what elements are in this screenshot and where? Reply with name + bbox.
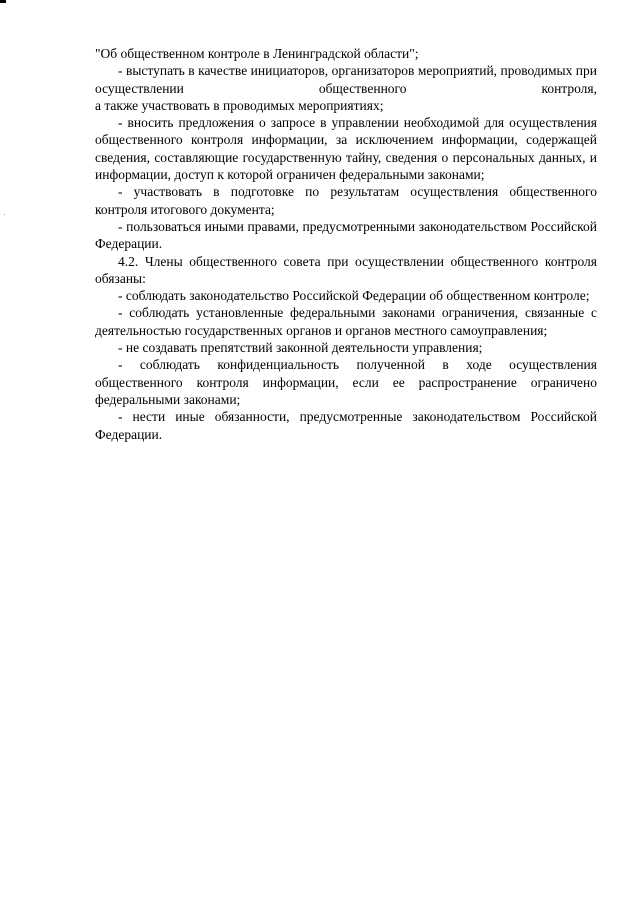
paragraph-other-rights: - пользоваться иными правами, предусмотренными законодательством Российской Федерации. <box>95 218 597 252</box>
paragraph-section-4-2: 4.2. Члены общественного совета при осуществлении общественного контроля обязаны: <box>95 253 597 286</box>
paragraph-law-title: "Об общественном контроле в Ленинградской области"; <box>95 46 419 61</box>
paragraph-information-request: - вносить предложения о запросе в управлении необходимой для осуществления общественного контроля информации, за исключением информации, содержащей сведения, составляющие государственную тайну, сведения о персональных данных, и информации, доступ к которой ограничен федеральными законами; <box>95 115 597 183</box>
paragraph-participate: а также участвовать в проводимых мероприятиях; <box>95 97 384 113</box>
paragraph-comply-law: - соблюдать законодательство Российской Федерации об общественном контроле; <box>118 288 590 304</box>
paragraph-confidentiality: - соблюдать конфиденциальность полученной в ходе осуществления общественного контроля информации, если ее распространение ограничено федеральными законами; <box>95 357 597 407</box>
paragraph-restrictions: - соблюдать установленные федеральными законами ограничения, связанные с деятельностью государственных органов и органов местного самоуправления; <box>95 305 597 338</box>
paragraph-other-duties: - нести иные обязанности, предусмотренные законодательством Российской Федерации. <box>95 409 597 442</box>
scan-corner-mark <box>0 0 6 3</box>
paragraph-no-obstacles: - не создавать препятствий законной деятельности управления; <box>118 340 483 356</box>
document-body <box>95 45 597 443</box>
paragraph-initiators: - выступать в качестве инициаторов, организаторов мероприятий, проводимых при осуществлении общественного контроля, <box>95 63 597 96</box>
paragraph-final-document: - участвовать в подготовке по результатам осуществления общественного контроля итогового документа; <box>95 184 597 217</box>
scan-edge-dot <box>4 214 5 215</box>
